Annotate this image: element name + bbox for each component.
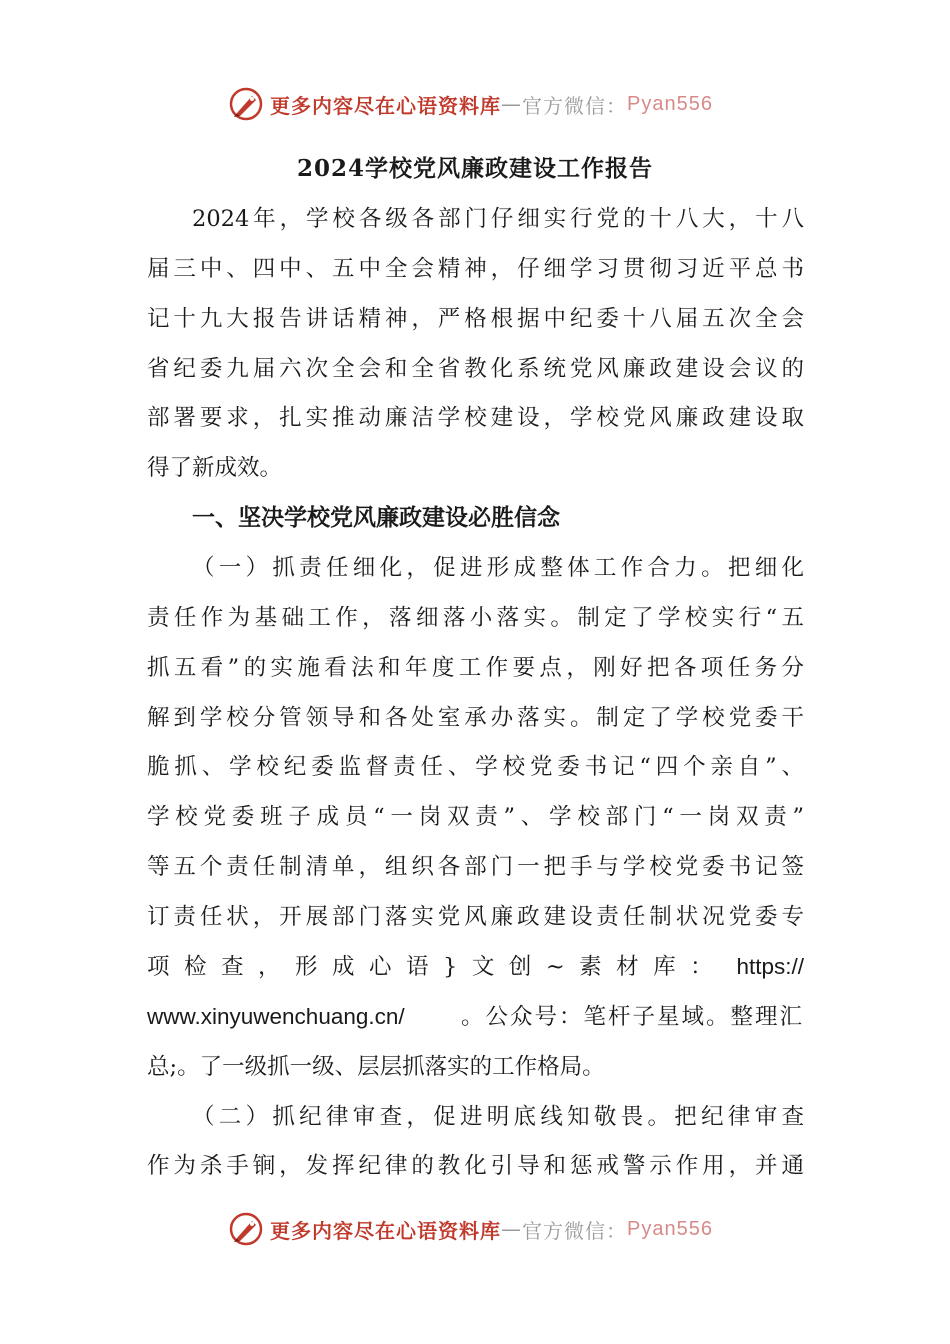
section-heading: 一、坚决学校党风廉政建设必胜信念 [192,505,560,531]
document-title: 2024学校党风廉政建设工作报告 [296,155,653,182]
watermark-main-text: 更多内容尽在心语资料库 [270,93,501,118]
watermark-wechat-id: Pyan556 [627,92,713,115]
watermark-banner-top [228,82,748,126]
url-fragment: https:// [736,954,804,979]
website-url: www.xinyuwenchuang.cn/ [147,1004,405,1029]
paragraph-line: 作为杀手锏，发挥纪律的教化引导和惩戒警示作用，并通 [147,1153,804,1179]
watermark-dash: — [501,92,522,116]
paragraph-line: 解到学校分管领导和各处室承办落实。制定了学校党委干 [147,705,804,731]
watermark-official-label: 官方微信： [522,1218,627,1243]
paragraph-line: （二）抓纪律审查，促进明底线知敬畏。把纪律审查 [192,1104,804,1130]
paragraph-line: 总;。了一级抓一级、层层抓落实的工作格局。 [147,1054,605,1080]
paragraph-line: 记十九大报告讲话精神，严格根据中纪委十八届五次全会 [147,306,804,332]
pen-nib-logo-icon [228,86,264,122]
url-line-rest: 。公众号：笔杆子星域。整理汇 [460,1004,804,1030]
watermark-banner-bottom [228,1207,748,1251]
watermark-dash: — [501,1217,522,1241]
paragraph-line: 抓五看”的实施看法和年度工作要点，刚好把各项任务分 [147,655,804,681]
paragraph-line: （一）抓责任细化，促进形成整体工作合力。把细化 [192,555,804,581]
watermark-wechat-id: Pyan556 [627,1217,713,1240]
paragraph-line: 等五个责任制清单，组织各部门一把手与学校党委书记签 [147,854,804,880]
paragraph-line: 脆抓、学校纪委监督责任、学校党委书记“四个亲自”、 [147,754,804,780]
paragraph-line: 得了新成效。 [147,455,283,481]
watermark-main-text: 更多内容尽在心语资料库 [270,1218,501,1243]
paragraph-line: 省纪委九届六次全会和全省教化系统党风廉政建设会议的 [147,356,804,382]
paragraph-line-url [147,999,804,1035]
pen-nib-logo-icon [228,1211,264,1247]
paragraph-line: 订责任状，开展部门落实党风廉政建设责任制状况党委专 [147,904,804,930]
paragraph-line: 学校党委班子成员“一岗双责”、学校部门“一岗双责” [147,804,804,830]
paragraph-line: 责任作为基础工作，落细落小落实。制定了学校实行“五 [147,605,804,631]
watermark-official-label: 官方微信： [522,93,627,118]
paragraph-line-spaced [147,949,804,985]
paragraph-line: 部署要求，扎实推动廉洁学校建设，学校党风廉政建设取 [147,405,804,431]
spaced-cjk-text: 项检查，形成心语}文创~素材库： [147,954,728,980]
paragraph-line: 2024年，学校各级各部门仔细实行党的十八大，十八 [192,206,804,232]
paragraph-line: 届三中、四中、五中全会精神，仔细学习贯彻习近平总书 [147,256,804,282]
